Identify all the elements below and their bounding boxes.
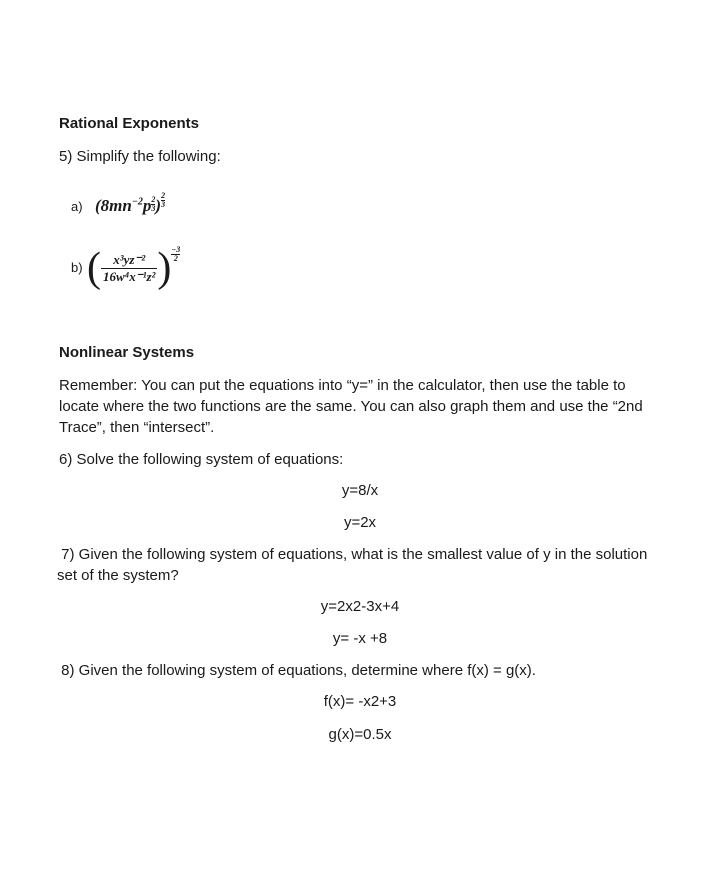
b-fraction bbox=[101, 252, 157, 285]
remember-note: Remember: You can put the equations into “y=” in the calculator, then use the table to locate where the two functions are the same. You can also graph them and use the “2nd Trace”, then “intersect”. bbox=[59, 377, 643, 436]
a-p: p bbox=[142, 196, 152, 215]
label-a: a) bbox=[71, 199, 83, 214]
b-numerator: x³yz⁻² bbox=[101, 252, 157, 269]
b-denominator: 16w⁴x⁻¹z² bbox=[103, 268, 156, 284]
a-outer-exp: $\frac{2}{3}$ bbox=[161, 191, 166, 209]
question-6: 6) Solve the following system of equations: bbox=[59, 451, 344, 468]
b-open-paren: ( bbox=[87, 245, 102, 291]
section-heading-rational-exponents: Rational Exponents bbox=[59, 115, 200, 132]
label-b: b) bbox=[71, 260, 83, 276]
a-base: (8mn bbox=[95, 196, 132, 215]
b-outer-exp: $\frac{-3}{2}$ bbox=[171, 245, 181, 263]
question-7: 7) Given the following system of equations, what is the smallest value of y in the solution set of the system? bbox=[57, 546, 652, 584]
q8-equation-2: g(x)=0.5x bbox=[328, 726, 392, 743]
question-5: 5) Simplify the following: bbox=[59, 148, 221, 165]
b-close-paren: ) bbox=[157, 245, 172, 291]
a-close: ) bbox=[155, 196, 162, 215]
expression-a bbox=[71, 191, 166, 216]
q7-equation-1: y=2x2-3x+4 bbox=[320, 598, 400, 615]
expression-b bbox=[71, 244, 180, 292]
question-8: 8) Given the following system of equations, determine where f(x) = g(x). bbox=[57, 662, 536, 679]
q7-equation-2: y= -x +8 bbox=[332, 630, 388, 647]
a-exp1: −2 bbox=[131, 196, 143, 208]
a-exp2: $\frac{2}{3}$ bbox=[151, 195, 156, 213]
q6-equation-1: y=8/x bbox=[341, 482, 379, 499]
q8-equation-1: f(x)= -x2+3 bbox=[323, 693, 397, 710]
q6-equation-2: y=2x bbox=[343, 514, 377, 531]
section-heading-nonlinear-systems: Nonlinear Systems bbox=[59, 344, 195, 361]
